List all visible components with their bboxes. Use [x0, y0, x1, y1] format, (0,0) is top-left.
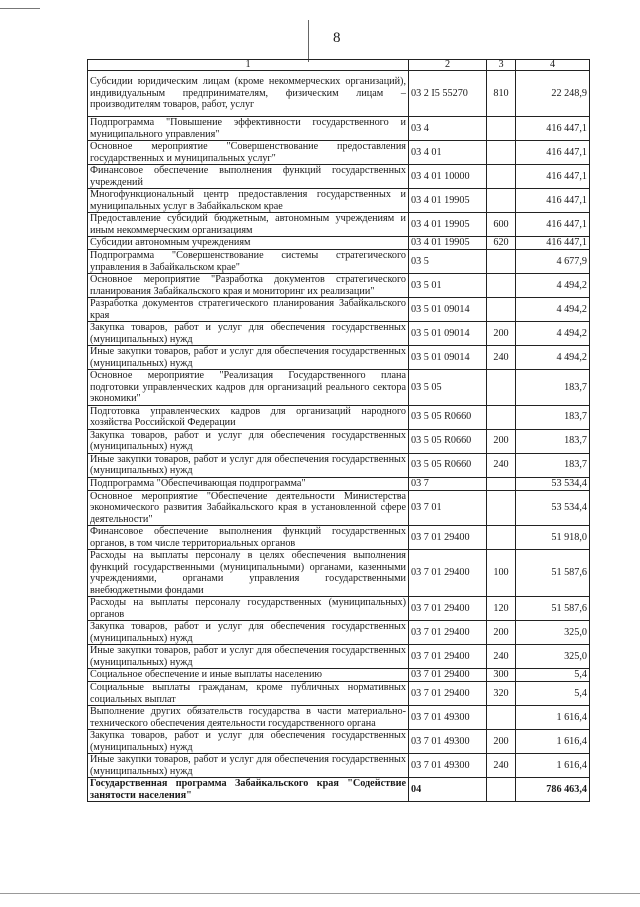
margin-line [308, 20, 309, 62]
header-col-vr: 3 [487, 60, 516, 71]
cell-code: 03 4 [409, 117, 487, 141]
cell-vr [487, 490, 516, 526]
cell-vr: 240 [487, 346, 516, 370]
cell-sum: 183,7 [516, 453, 590, 477]
header-col-sum: 4 [516, 60, 590, 71]
cell-code: 03 4 01 10000 [409, 165, 487, 189]
cell-code: 03 7 01 29400 [409, 550, 487, 597]
cell-code: 03 4 01 19905 [409, 189, 487, 213]
cell-name: Финансовое обеспечение выполнения функций государственных органов, в том числе территориальных органов [88, 526, 409, 550]
cell-code: 03 7 [409, 477, 487, 490]
cell-code: 03 7 01 49300 [409, 754, 487, 778]
cell-name: Иные закупки товаров, работ и услуг для обеспечения государственных (муниципальных) нужд [88, 453, 409, 477]
cell-vr [487, 117, 516, 141]
cell-name: Иные закупки товаров, работ и услуг для обеспечения государственных (муниципальных) нужд [88, 754, 409, 778]
table-row [88, 237, 590, 250]
cell-sum: 4 494,2 [516, 346, 590, 370]
table-row [88, 117, 590, 141]
cell-name: Финансовое обеспечение выполнения функций государственных учреждений [88, 165, 409, 189]
cell-code: 03 4 01 19905 [409, 213, 487, 237]
cell-code: 03 4 01 19905 [409, 237, 487, 250]
table-body [88, 71, 590, 802]
page-number: 8 [333, 30, 341, 46]
cell-name: Предоставление субсидий бюджетным, автономным учреждениям и иным некоммерческим организациям [88, 213, 409, 237]
cell-vr: 240 [487, 453, 516, 477]
cell-name: Подготовка управленческих кадров для организаций народного хозяйства Российской Федерации [88, 405, 409, 429]
cell-vr [487, 778, 516, 802]
cell-name: Выполнение других обязательств государства в части материально-технического обеспечения деятельности государственного органа [88, 706, 409, 730]
cell-vr [487, 141, 516, 165]
table-row [88, 189, 590, 213]
cell-code: 03 7 01 29400 [409, 682, 487, 706]
cell-vr: 200 [487, 322, 516, 346]
cell-name: Основное мероприятие "Совершенствование предоставления государственных и муниципальных услуг" [88, 141, 409, 165]
table-row [88, 165, 590, 189]
cell-code: 03 5 05 [409, 370, 487, 406]
cell-vr [487, 189, 516, 213]
cell-sum: 1 616,4 [516, 730, 590, 754]
cell-name: Подпрограмма "Совершенствование системы стратегического управления в Забайкальском крае" [88, 250, 409, 274]
cell-code: 03 7 01 [409, 490, 487, 526]
cell-name: Субсидии автономным учреждениям [88, 237, 409, 250]
table-row [88, 669, 590, 682]
cell-name: Подпрограмма "Повышение эффективности государственного и муниципального управления" [88, 117, 409, 141]
table-row [88, 453, 590, 477]
cell-name: Многофункциональный центр предоставления государственных и муниципальных услуг в Забайкальском крае [88, 189, 409, 213]
cell-vr: 120 [487, 597, 516, 621]
cell-vr [487, 370, 516, 406]
cell-code: 03 7 01 29400 [409, 526, 487, 550]
cell-name: Основное мероприятие "Разработка документов стратегического планирования Забайкальского края и мониторинг их реализации" [88, 274, 409, 298]
table-row [88, 621, 590, 645]
cell-name: Государственная программа Забайкальского края "Содействие занятости населения" [88, 778, 409, 802]
cell-sum: 51 587,6 [516, 550, 590, 597]
cell-name: Расходы на выплаты персоналу государственных (муниципальных) органов [88, 597, 409, 621]
cell-code: 03 7 01 49300 [409, 730, 487, 754]
header-col-code: 2 [409, 60, 487, 71]
cell-sum: 1 616,4 [516, 754, 590, 778]
cell-vr: 320 [487, 682, 516, 706]
table-row [88, 322, 590, 346]
cell-vr: 240 [487, 645, 516, 669]
table-row [88, 706, 590, 730]
cell-vr [487, 250, 516, 274]
cell-sum: 51 587,6 [516, 597, 590, 621]
cell-name: Закупка товаров, работ и услуг для обеспечения государственных (муниципальных) нужд [88, 429, 409, 453]
table-header-row [88, 60, 590, 71]
cell-code: 03 5 05 R0660 [409, 453, 487, 477]
table-row [88, 346, 590, 370]
cell-name: Субсидии юридическим лицам (кроме некоммерческих организаций), индивидуальным предпринимателям, физическим лицам – производителям товаров, работ, услуг [88, 71, 409, 117]
cell-code: 03 7 01 29400 [409, 597, 487, 621]
cell-sum: 325,0 [516, 645, 590, 669]
table-row [88, 682, 590, 706]
table-row [88, 250, 590, 274]
cell-sum: 183,7 [516, 405, 590, 429]
cell-name: Основное мероприятие "Обеспечение деятельности Министерства экономического развития Забайкальского края в установленной сфере деятельности" [88, 490, 409, 526]
cell-sum: 53 534,4 [516, 490, 590, 526]
cell-vr [487, 526, 516, 550]
cell-code: 03 5 [409, 250, 487, 274]
table-row [88, 370, 590, 406]
cell-sum: 51 918,0 [516, 526, 590, 550]
cell-name: Закупка товаров, работ и услуг для обеспечения государственных (муниципальных) нужд [88, 322, 409, 346]
cell-code: 03 4 01 [409, 141, 487, 165]
cell-sum: 416 447,1 [516, 117, 590, 141]
cell-sum: 416 447,1 [516, 141, 590, 165]
cell-code: 03 7 01 29400 [409, 621, 487, 645]
cell-sum: 183,7 [516, 429, 590, 453]
budget-table [87, 59, 590, 802]
table-row [88, 645, 590, 669]
cell-sum: 53 534,4 [516, 477, 590, 490]
cell-vr: 200 [487, 429, 516, 453]
table-row [88, 778, 590, 802]
cell-code: 03 5 01 [409, 274, 487, 298]
cell-sum: 4 494,2 [516, 298, 590, 322]
table-row [88, 730, 590, 754]
table-row [88, 274, 590, 298]
table-row [88, 405, 590, 429]
cell-sum: 183,7 [516, 370, 590, 406]
cell-vr: 200 [487, 621, 516, 645]
cell-sum: 4 494,2 [516, 322, 590, 346]
cell-vr: 200 [487, 730, 516, 754]
table-row [88, 526, 590, 550]
cell-name: Иные закупки товаров, работ и услуг для обеспечения государственных (муниципальных) нужд [88, 346, 409, 370]
cell-sum: 416 447,1 [516, 213, 590, 237]
cell-name: Основное мероприятие "Реализация Государственного плана подготовки управленческих кадров для организаций реального сектора экономики" [88, 370, 409, 406]
cell-name: Закупка товаров, работ и услуг для обеспечения государственных (муниципальных) нужд [88, 621, 409, 645]
table-row [88, 71, 590, 117]
cell-name: Расходы на выплаты персоналу в целях обеспечения выполнения функций государственными (муниципальными) органами, казенными учреждениями, органами управления государственными внебюджетными фондами [88, 550, 409, 597]
cell-sum: 416 447,1 [516, 237, 590, 250]
cell-vr: 100 [487, 550, 516, 597]
table-row [88, 754, 590, 778]
cell-sum: 416 447,1 [516, 189, 590, 213]
cell-code: 03 7 01 29400 [409, 669, 487, 682]
table-row [88, 298, 590, 322]
cell-name: Разработка документов стратегического планирования Забайкальского края [88, 298, 409, 322]
table-row [88, 477, 590, 490]
cell-vr [487, 165, 516, 189]
table-row [88, 550, 590, 597]
cell-sum: 5,4 [516, 682, 590, 706]
cell-vr: 810 [487, 71, 516, 117]
cell-sum: 325,0 [516, 621, 590, 645]
cell-name: Социальное обеспечение и иные выплаты населению [88, 669, 409, 682]
cell-sum: 5,4 [516, 669, 590, 682]
cell-code: 03 5 01 09014 [409, 346, 487, 370]
cell-vr: 600 [487, 213, 516, 237]
cell-vr [487, 706, 516, 730]
cell-name: Социальные выплаты гражданам, кроме публичных нормативных социальных выплат [88, 682, 409, 706]
cell-vr [487, 298, 516, 322]
cell-code: 03 2 I5 55270 [409, 71, 487, 117]
cell-name: Иные закупки товаров, работ и услуг для обеспечения государственных (муниципальных) нужд [88, 645, 409, 669]
cell-code: 03 5 05 R0660 [409, 405, 487, 429]
cell-sum: 786 463,4 [516, 778, 590, 802]
table-row [88, 141, 590, 165]
table-row [88, 213, 590, 237]
cell-code: 03 5 01 09014 [409, 298, 487, 322]
cell-sum: 4 677,9 [516, 250, 590, 274]
bottom-line [0, 893, 640, 894]
cell-vr: 300 [487, 669, 516, 682]
cell-vr: 620 [487, 237, 516, 250]
cell-code: 03 7 01 49300 [409, 706, 487, 730]
cell-vr: 240 [487, 754, 516, 778]
table-row [88, 490, 590, 526]
cell-vr [487, 405, 516, 429]
cell-sum: 1 616,4 [516, 706, 590, 730]
cell-code: 03 5 01 09014 [409, 322, 487, 346]
cell-code: 03 7 01 29400 [409, 645, 487, 669]
cell-vr [487, 274, 516, 298]
cell-name: Подпрограмма "Обеспечивающая подпрограмма" [88, 477, 409, 490]
table-row [88, 597, 590, 621]
header-col-name: 1 [88, 60, 409, 71]
cell-code: 03 5 05 R0660 [409, 429, 487, 453]
cell-code: 04 [409, 778, 487, 802]
scan-mark [0, 8, 40, 9]
cell-sum: 416 447,1 [516, 165, 590, 189]
cell-name: Закупка товаров, работ и услуг для обеспечения государственных (муниципальных) нужд [88, 730, 409, 754]
budget-table-container [87, 59, 589, 802]
table-row [88, 429, 590, 453]
cell-sum: 22 248,9 [516, 71, 590, 117]
cell-sum: 4 494,2 [516, 274, 590, 298]
cell-vr [487, 477, 516, 490]
